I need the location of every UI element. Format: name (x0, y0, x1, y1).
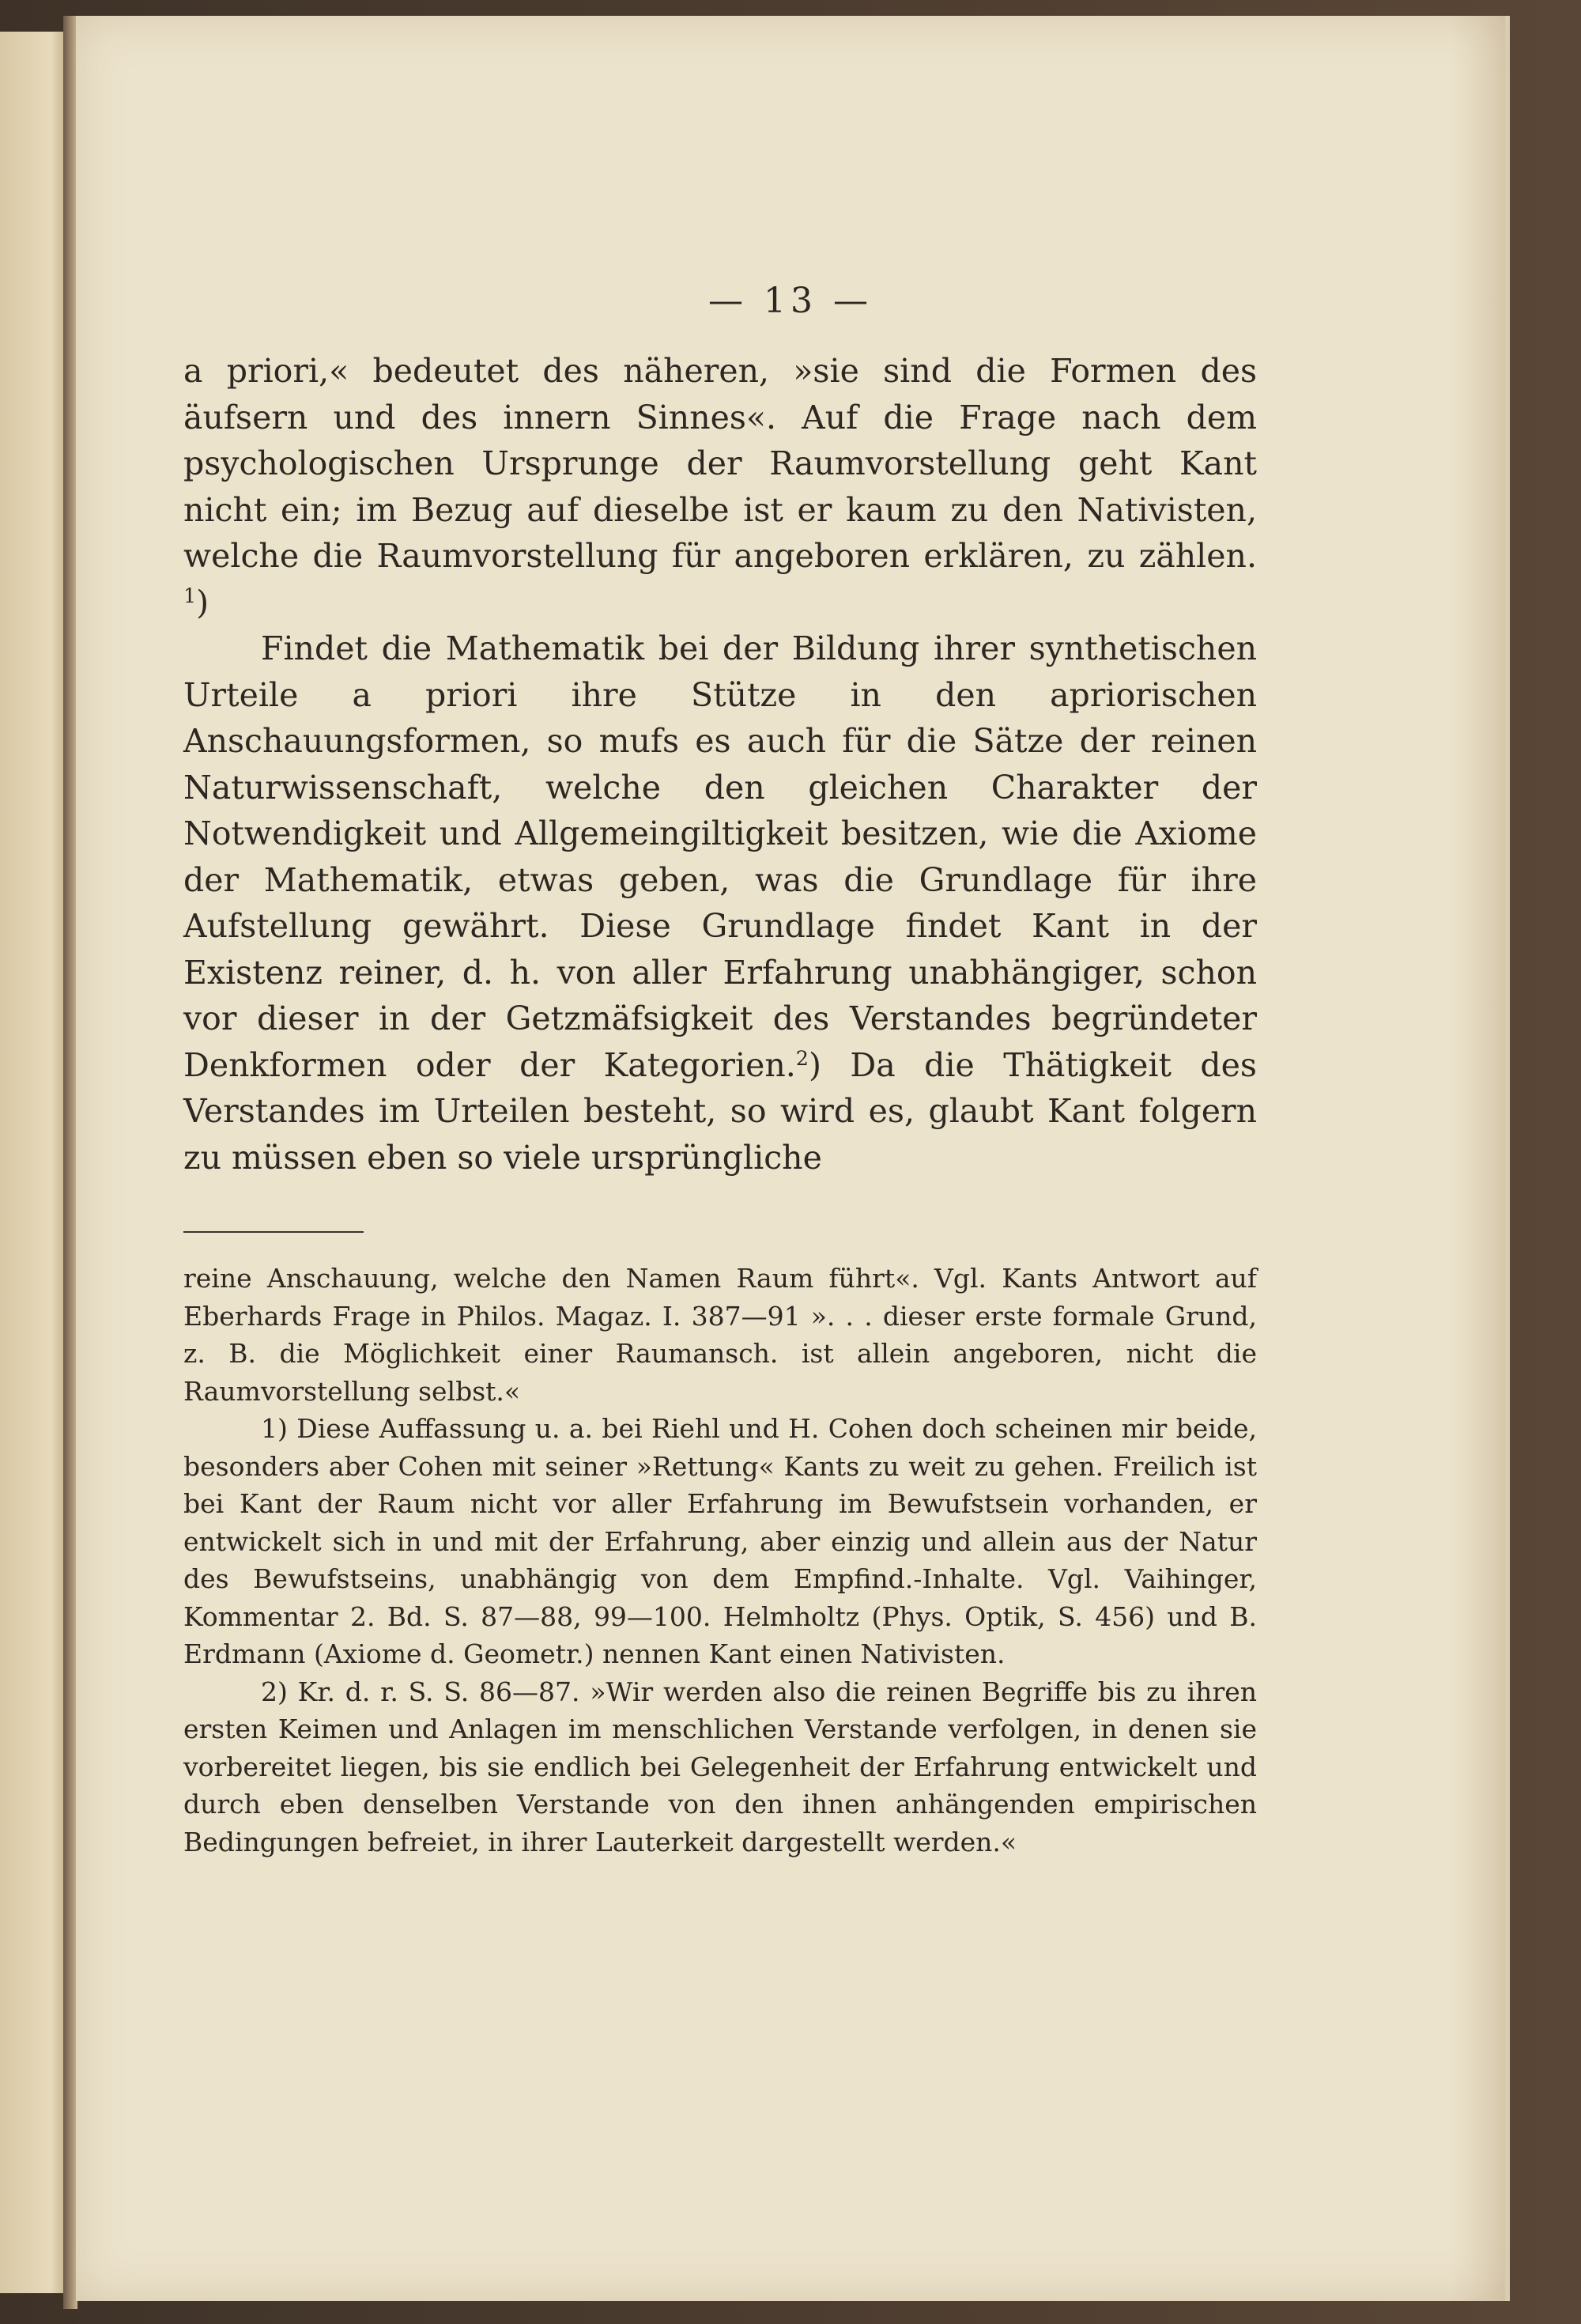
footnote-continuation: reine Anschauung, welche den Namen Raum führt«. Vgl. Kants Antwort auf Eberhards Frage in Philos. Magaz. I. 387—91 ». . . dieser erste formale Grund, z. B. die Möglichkeit einer Raumansch. ist allein angeboren, nicht die Raumvorstellung selbst.« (183, 1263, 1257, 1407)
main-text-block (183, 348, 1257, 1181)
paragraph-1-text: a priori,« bedeutet des näheren, »sie sind die Formen des äufsern und des innern Sinnes«. Auf die Frage nach dem psychologischen Ursprunge der Raumvorstellung geht Kant nicht ein; im Bezug auf dieselbe ist er kaum zu den Nativisten, welche die Raumvorstellung für angeboren erklären, zu zählen. (183, 352, 1257, 575)
footnote-1-marker: 1) (261, 1413, 288, 1444)
left-page-edge (0, 32, 63, 2293)
footnote-1 (183, 1410, 1257, 1673)
footnote-separator (183, 1231, 364, 1233)
footnote-ref-2: 2 (795, 1045, 809, 1070)
footnote-2-marker: 2) (261, 1676, 288, 1707)
footnote-ref-1: 1 (183, 583, 197, 607)
paragraph-2: Findet die Mathematik bei der Bildung ihrer synthetischen Urteile a priori ihre Stütze in den apriorischen Anschauungsformen, so mufs es auch für die Sätze der reinen Naturwissenschaft, welche den gleichen Charakter der Notwendigkeit und Allgemeingiltigkeit besitzen, wie die Axiome der Mathematik, etwas geben, was die Grundlage für ihre Aufstellung gewährt. Diese Grundlage findet Kant in der Existenz reiner, d. h. von aller Erfahrung unabhängiger, schon vor dieser in der Getzmäfsigkeit des Verstandes begründeter Denkformen oder der Kategorien.$^2$) Da die Thätigkeit des Verstandes im Urteilen besteht, so wird es, glaubt Kant folgern zu müssen eben so viele ursprüngliche (183, 629, 1257, 1177)
footnotes-block (183, 1260, 1257, 1861)
footnote-2 (183, 1673, 1257, 1861)
page-edge-shadow (1450, 16, 1505, 2301)
paragraph-2-text: Findet die Mathematik bei der Bildung ihrer synthetischen Urteile a priori ihre Stütze in den apriorischen Anschauungsformen, so mufs es auch für die Sätze der reinen Naturwissenschaft, welche den gleichen Charakter der Notwendigkeit und Allgemeingiltigkeit besitzen, wie die Axiome der Mathematik, etwas geben, was die Grundlage für ihre Aufstellung gewährt. Diese Grundlage findet Kant in der Existenz reiner, d. h. von aller Erfahrung unabhängiger, schon vor dieser in der Getzmäfsigkeit des Verstandes begründeter Denkformen oder der Kategorien. (183, 629, 1257, 1084)
footnote-2-text: Kr. d. r. S. S. 86—87. »Wir werden also die reinen Begriffe bis zu ihren ersten Keimen und Anlagen im menschlichen Verstande verfolgen, in denen sie vorbereitet liegen, bis sie endlich bei Gelegenheit der Erfahrung entwickelt und durch eben denselben Verstande von den ihnen anhängenden empirischen Bedingungen befreiet, in ihrer Lauterkeit dargestellt werden.« (183, 1676, 1257, 1857)
page-number: — 13 — (708, 281, 873, 321)
paragraph-1: a priori,« bedeutet des näheren, »sie sind die Formen des äufsern und des innern Sinnes«. Auf die Frage nach dem psychologischen Ursprunge der Raumvorstellung geht Kant nicht ein; im Bezug auf dieselbe ist er kaum zu den Nativisten, welche die Raumvorstellung für angeboren erklären, zu zählen. $^1$) (183, 352, 1257, 622)
paragraph-2-continuation: Da die Thätigkeit des Verstandes im Urteilen besteht, so wird es, glaubt Kant folgern zu müssen eben so viele ursprüngliche (183, 1045, 1257, 1177)
footnote-1-text: Diese Auffassung u. a. bei Riehl und H. Cohen doch scheinen mir beide, besonders aber Cohen mit seiner »Rettung« Kants zu weit zu gehen. Freilich ist bei Kant der Raum nicht vor aller Erfahrung im Bewufstsein vorhanden, er entwickelt sich in und mit der Erfahrung, aber einzig und allein aus der Natur des Bewufstseins, unabhängig von dem Empfind.-Inhalte. Vgl. Vaihinger, Kommentar 2. Bd. S. 87—88, 99—100. Helmholtz (Phys. Optik, S. 456) und B. Erdmann (Axiome d. Geometr.) nennen Kant einen Nativisten. (183, 1413, 1257, 1669)
